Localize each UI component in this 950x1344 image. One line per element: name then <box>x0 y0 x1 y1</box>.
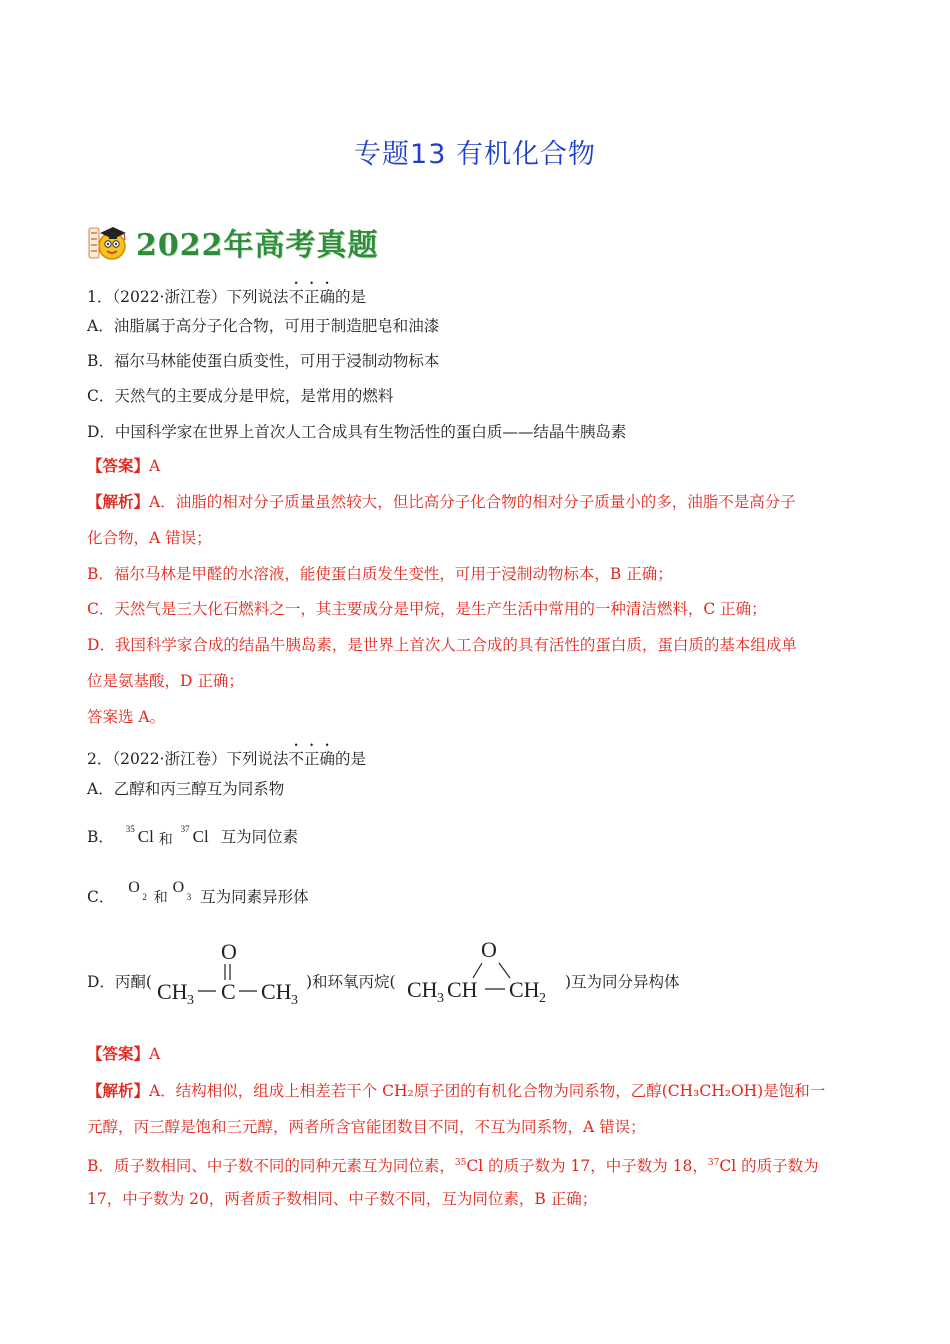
q2-answer: 【答案】A <box>87 1044 161 1063</box>
svg-text:3: 3 <box>437 991 444 1006</box>
q2-option-d-middle: )和环氧丙烷( <box>306 973 396 991</box>
q1-analysis-line: C．天然气是三大化石燃料之一，其主要成分是甲烷，是生产生活中常用的一种清洁燃料，C 正确； <box>87 600 767 618</box>
q1-analysis-line: B．福尔马林是甲醛的水溶液，能使蛋白质发生变性，可用于浸制动物标本，B 正确； <box>87 565 673 583</box>
page-title: 专题13 有机化合物 <box>354 139 596 170</box>
q2-option-d-suffix: )互为同分异构体 <box>565 973 680 991</box>
graduate-mascot-icon <box>86 220 130 264</box>
epoxide-ch2: CH <box>509 977 540 1002</box>
acetone-ch3-right: CH <box>261 979 292 1004</box>
q2-option-a: A．乙醇和丙三醇互为同系物 <box>87 780 285 798</box>
q1-analysis-line: D．我国科学家合成的结晶牛胰岛素，是世界上首次人工合成的具有活性的蛋白质，蛋白质的基本组成单 <box>87 636 797 654</box>
epoxide-ch3: CH <box>407 977 438 1002</box>
q2-analysis-line: 元醇，丙三醇是饱和三元醇，两者所含官能团数目不同，不互为同系物，A 错误； <box>87 1118 646 1136</box>
acetone-carbon: C <box>221 979 236 1004</box>
acetone-ch3-left: CH <box>157 979 188 1004</box>
q1-option-d: D．中国科学家在世界上首次人工合成具有生物活性的蛋白质——结晶牛胰岛素 <box>87 423 627 441</box>
q2-option-c: C． O 2 和 O 3 互为同素异形体 <box>87 879 309 906</box>
q1-analysis-line: 化合物，A 错误； <box>87 529 212 547</box>
banner-text: 2022年高考真题 <box>136 228 379 263</box>
q1-option-c: C．天然气的主要成分是甲烷，是常用的燃料 <box>87 387 394 405</box>
svg-text:2: 2 <box>539 991 546 1006</box>
q1-analysis-line: 答案选 A。 <box>87 708 166 726</box>
q1-option-b: B．福尔马林能使蛋白质变性，可用于浸制动物标本 <box>87 352 440 370</box>
q1-analysis-line: 【解析】A．油脂的相对分子质量虽然较大，但比高分子化合物的相对分子质量小的多，油脂不是高分子 <box>87 492 796 511</box>
epoxide-ch: CH <box>447 977 478 1002</box>
q1-stem: 1．（2022·浙江卷）下列说法不正确的是 <box>87 288 367 306</box>
q1-option-a: A．油脂属于高分子化合物，可用于制造肥皂和油漆 <box>87 317 440 335</box>
q2-analysis-line: B．质子数相同、中子数不同的同种元素互为同位素，$^{35}$Cl 的质子数为 17，中子数为 18，$^{37}$Cl 的质子数为 <box>87 1157 819 1176</box>
q1-answer: 【答案】A <box>87 456 161 475</box>
q2-analysis-line: 17，中子数为 20，两者质子数相同、中子数不同，互为同位素，B 正确； <box>87 1190 598 1208</box>
q2-stem: 2．（2022·浙江卷）下列说法不正确的是 <box>87 750 367 768</box>
epoxypropane-structure <box>405 933 565 1007</box>
q2-option-b: B． 35 Cl 和 37 Cl 互为同位素 <box>87 824 299 848</box>
q1-analysis-line: 位是氨基酸，D 正确； <box>87 672 244 690</box>
section-banner <box>86 218 379 266</box>
svg-text:3: 3 <box>291 993 298 1007</box>
q2-analysis-line: 【解析】A．结构相似，组成上相差若干个 CH₂原子团的有机化合物为同系物，乙醇(CH₃CH₂OH)是饱和一 <box>87 1081 826 1100</box>
svg-text:3: 3 <box>187 993 194 1007</box>
acetone-structure <box>155 935 305 1007</box>
q2-option-d-prefix: D．丙酮( <box>87 973 152 991</box>
acetone-oxygen: O <box>221 939 237 964</box>
epoxide-oxygen: O <box>481 937 497 962</box>
